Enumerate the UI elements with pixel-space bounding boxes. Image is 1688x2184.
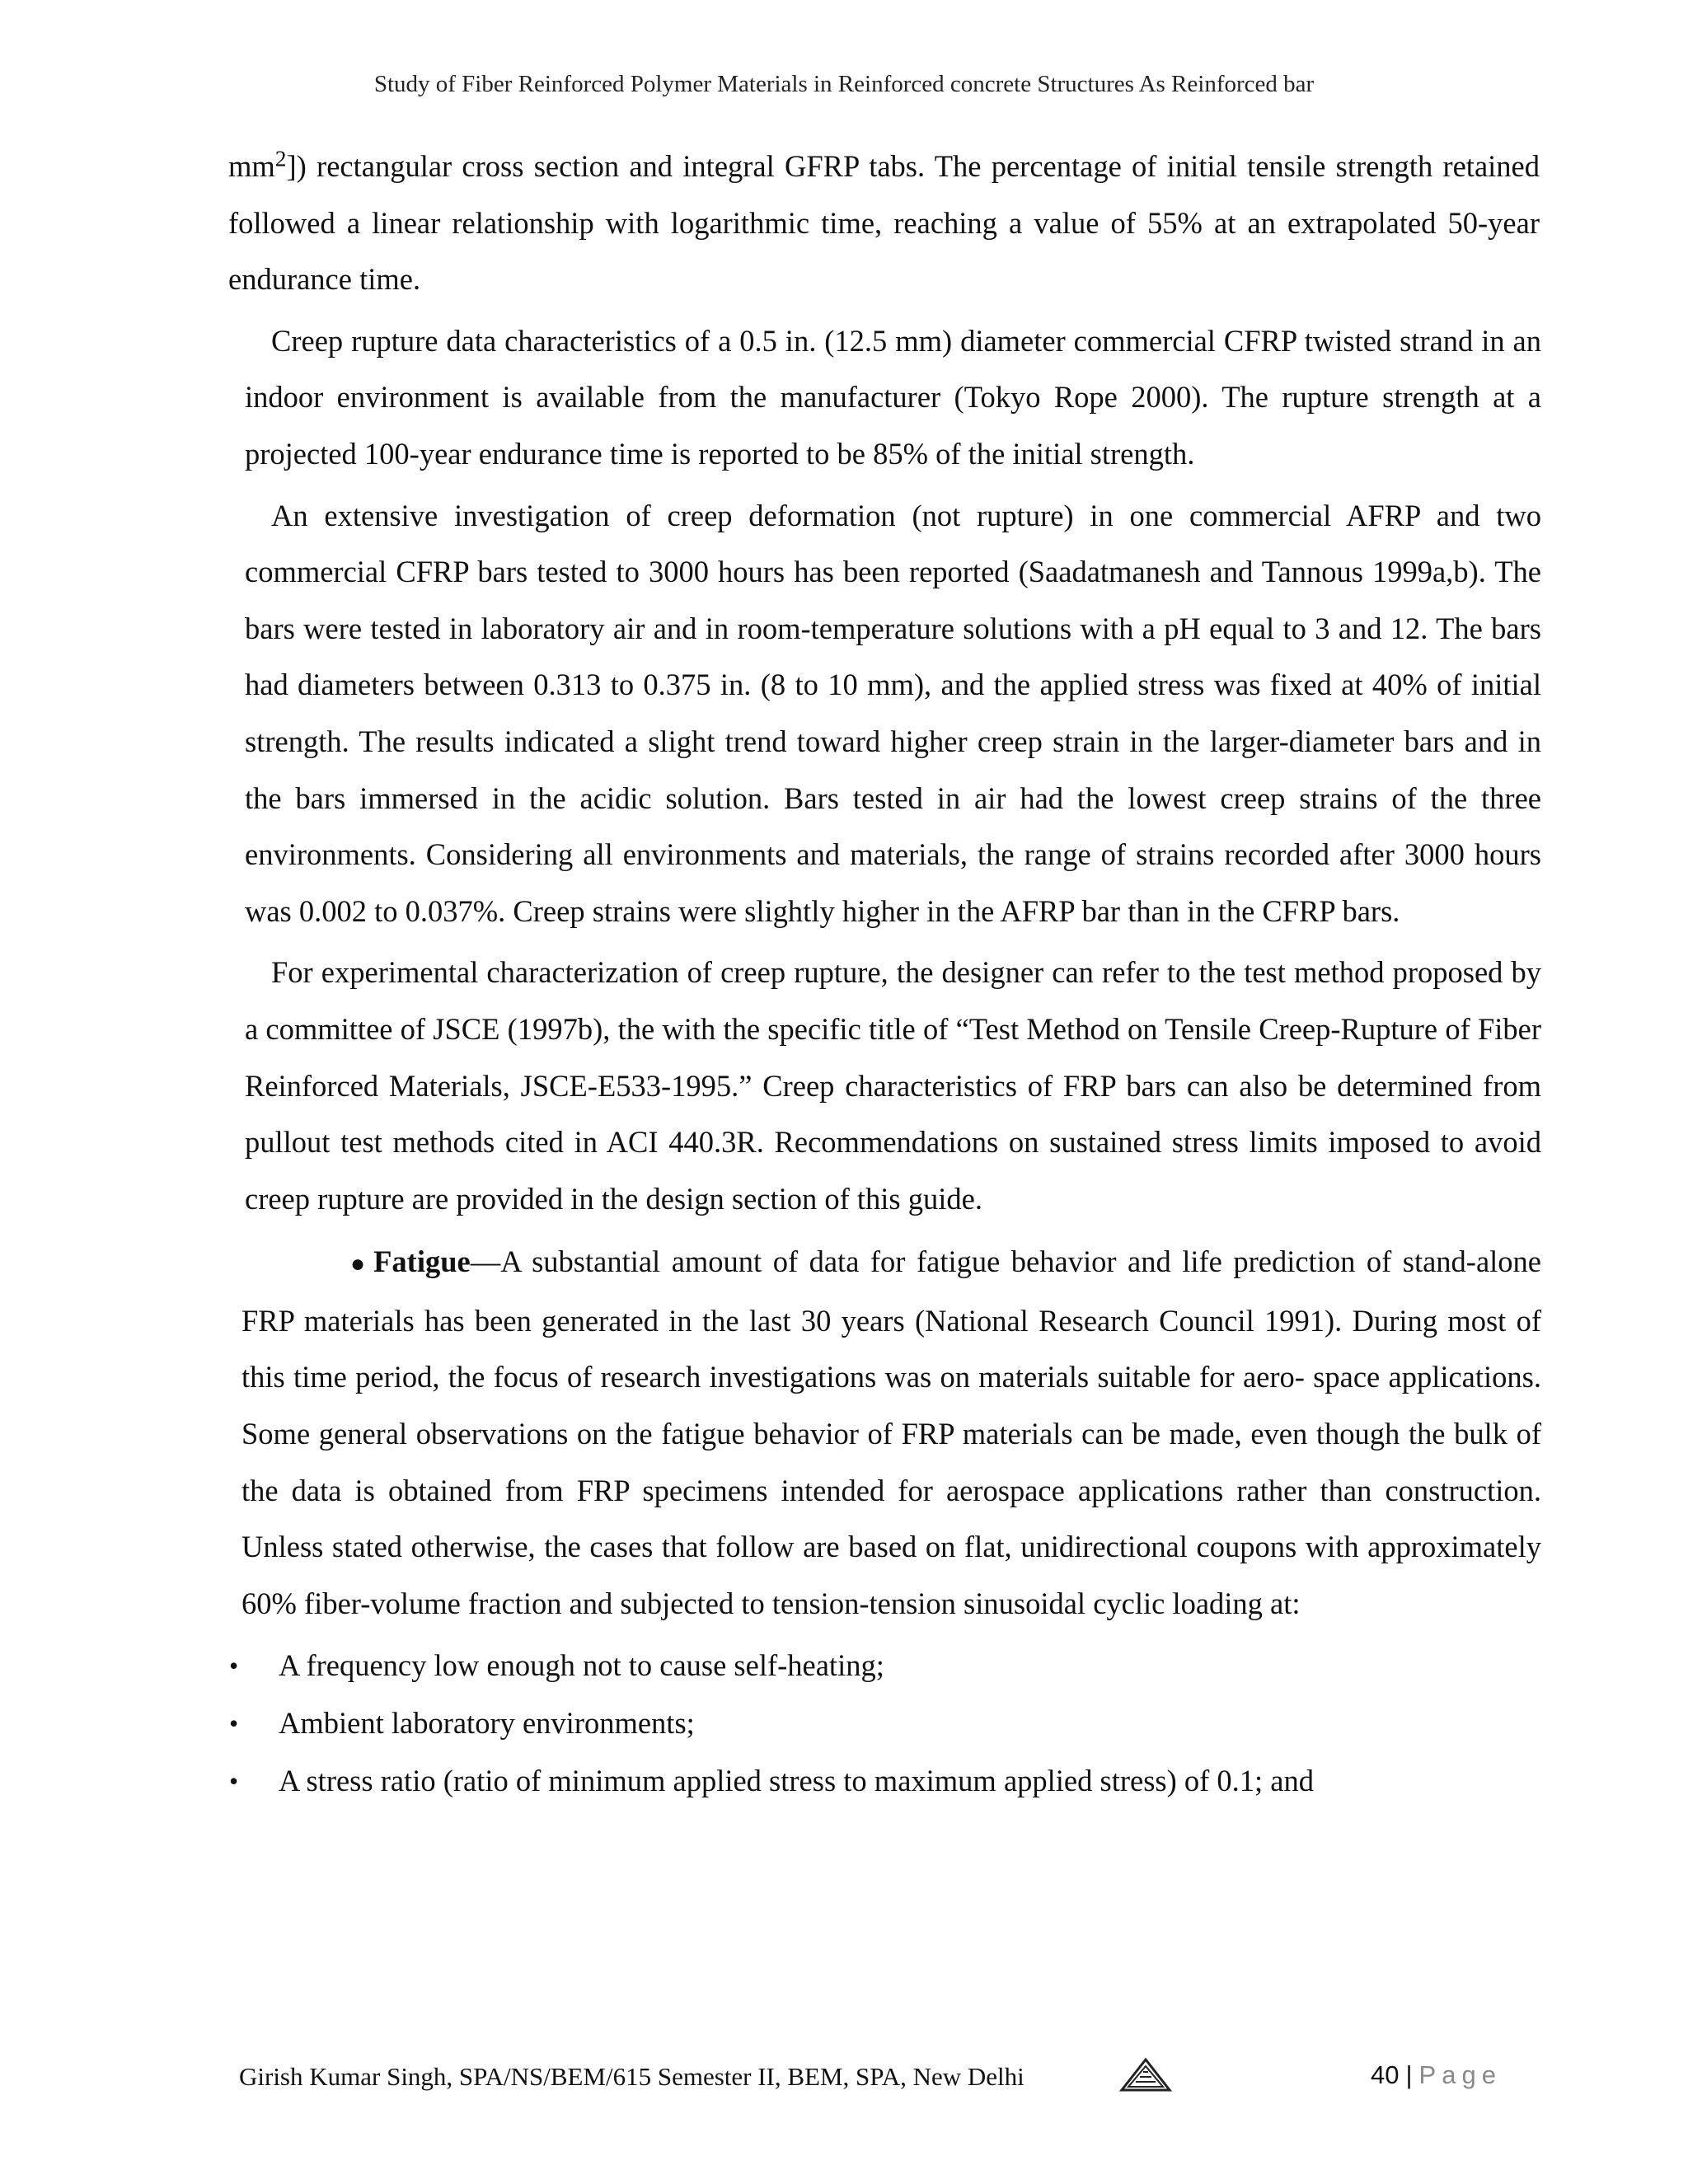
- bullet-marker: •: [229, 1766, 239, 1797]
- paragraph-continuation: [228, 138, 1540, 308]
- page-label: Page: [1418, 2060, 1502, 2089]
- paragraph-continuation-text: ]) rectangular cross section and integral GFRP tabs. The percentage of initial tensile strength retained followed a linear relationship with logarithmic time, reaching a value of 55% at an extrapolated 50-year endurance time.: [228, 149, 1540, 297]
- list-item-text: A frequency low enough not to cause self-heating;: [279, 1648, 884, 1683]
- page-number-value: 40: [1371, 2060, 1400, 2089]
- list-item: [0, 1637, 1688, 1694]
- fatigue-text: —A substantial amount of data for fatigue behavior and life prediction of stand-alone FRP materials has been generated in the last 30 years (National Research Council 1991). During most of this time period, the focus of research investigations was on materials suitable for aero- space applications. Some general observations on the fatigue behavior of FRP materials can be made, even though the bulk of the data is obtained from FRP specimens intended for aerospace applications rather than construction. Unless stated otherwise, the cases that follow are based on flat, unidirectional coupons with approximately 60% fiber-volume fraction and subjected to tension-tension sinusoidal cyclic loading at:: [241, 1244, 1541, 1620]
- paragraph-creep-rupture-cfrp: Creep rupture data characteristics of a 0.5 in. (12.5 mm) diameter commercial CFRP twisted strand in an indoor environment is available from the manufacturer (Tokyo Rope 2000). The rupture strength at a projected 100-year endurance time is reported to be 85% of the initial strength.: [245, 323, 1541, 471]
- unit-mm: mm: [228, 149, 275, 183]
- loading-conditions-list: [0, 1637, 1688, 1810]
- list-item-text: A stress ratio (ratio of minimum applied stress to maximum applied stress) of 0.1; and: [279, 1764, 1315, 1798]
- page-footer: [0, 2052, 1688, 2102]
- footer-author: Girish Kumar Singh, SPA/NS/BEM/615 Semester II, BEM, SPA, New Delhi: [239, 2062, 1025, 2091]
- bullet-dot-icon: ●: [350, 1250, 366, 1278]
- bullet-marker: •: [229, 1708, 239, 1739]
- page-number: [1371, 2057, 1502, 2093]
- body-text: [0, 138, 1688, 1810]
- bullet-marker: •: [229, 1651, 239, 1681]
- paragraph-experimental-characterization: For experimental characterization of creep rupture, the designer can refer to the test method proposed by a committee of JSCE (1997b), the with the specific title of “Test Method on Tensile Creep-Rupture of Fiber Reinforced Materials, JSCE-E533-1995.” Creep characteristics of FRP bars can also be determined from pullout test methods cited in ACI 440.3R. Recommendations on sustained stress limits imposed to avoid creep rupture are provided in the design section of this guide.: [245, 955, 1541, 1216]
- page-separator: |: [1405, 2060, 1413, 2089]
- list-item: [0, 1752, 1688, 1810]
- fatigue-heading: Fatigue: [373, 1244, 471, 1279]
- list-item: [0, 1694, 1688, 1752]
- triangle-logo-icon: [1119, 2057, 1172, 2093]
- list-item-text: Ambient laboratory environments;: [279, 1706, 695, 1741]
- paragraph-creep-deformation: An extensive investigation of creep deformation (not rupture) in one commercial AFRP and two commercial CFRP bars tested to 3000 hours has been reported (Saadatmanesh and Tannous 1999a,b). The bars were tested in laboratory air and in room-temperature solutions with a pH equal to 3 and 12. The bars had diameters between 0.313 to 0.375 in. (8 to 10 mm), and the applied stress was fixed at 40% of initial strength. The results indicated a slight trend toward higher creep strain in the larger-diameter bars and in the bars immersed in the acidic solution. Bars tested in air had the lowest creep strains of the three environments. Considering all environments and materials, the range of strains recorded after 3000 hours was 0.002 to 0.037%. Creep strains were slightly higher in the AFRP bar than in the CFRP bars.: [245, 498, 1541, 928]
- running-header: Study of Fiber Reinforced Polymer Materials in Reinforced concrete Structures As Reinforced bar: [373, 71, 1315, 97]
- unit-superscript: 2: [274, 146, 287, 171]
- paragraph-fatigue: [241, 1234, 1541, 1632]
